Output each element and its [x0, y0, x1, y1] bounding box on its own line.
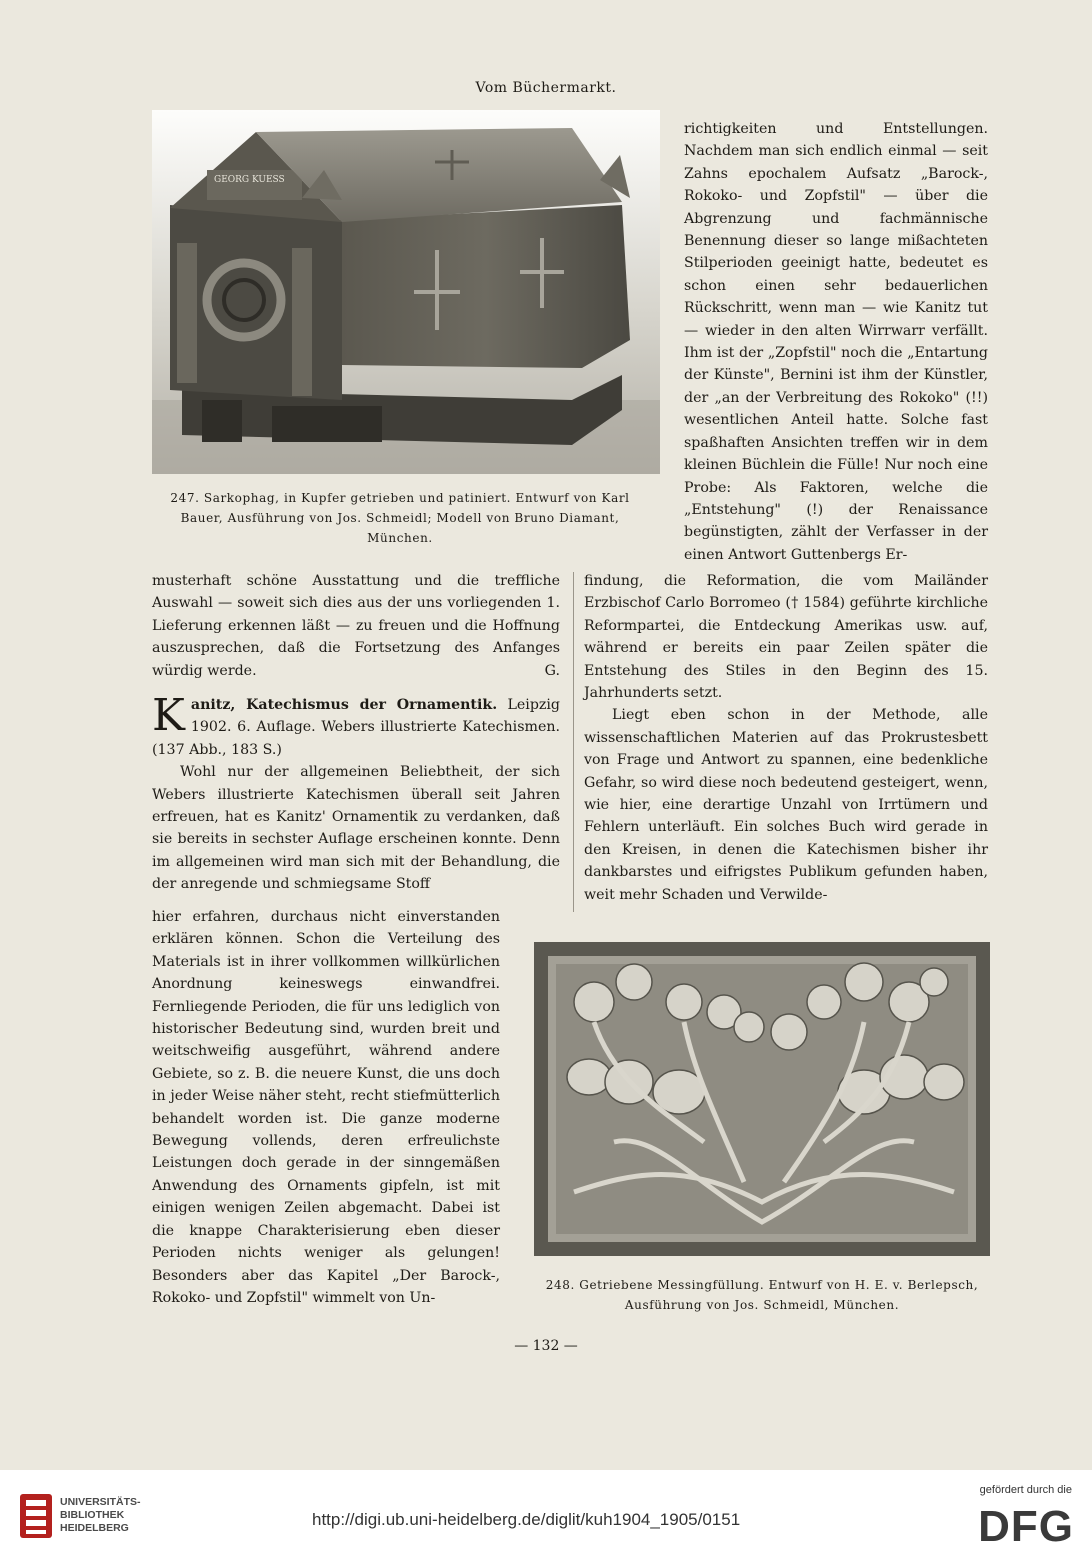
figure-247-caption-line: Bauer, Ausführung von Jos. Schmeidl; Modell von Bruno Diamant,: [180, 511, 620, 525]
right-top-column: [684, 118, 988, 566]
footer-bar: [0, 1470, 1092, 1568]
library-name-line: HEIDELBERG: [60, 1522, 129, 1534]
figure-247-caption-line: München.: [367, 531, 433, 545]
page-number: — 132 —: [514, 1338, 578, 1354]
figure-248-caption-line: 248. Getriebene Messingfüllung. Entwurf von H. E. v. Berlepsch,: [545, 1278, 979, 1292]
dfg-logo: DFG: [978, 1502, 1074, 1551]
book-details: Leipzig 1902. 6. Auflage. Webers illustrierte Katechismen. (137 Abb., 183 S.): [152, 697, 561, 758]
figure-247-caption: [138, 488, 662, 548]
review-end-text: musterhaft schöne Ausstattung und die treffliche Auswahl — soweit sich dies aus der uns vorliegenden 1. Lieferung erkennen läßt — zu freuen und die Hoffnung auszusprechen, daß die Fortsetzung des Anfanges würdig werde.: [152, 573, 560, 679]
brass-panel-photo: [534, 942, 990, 1256]
review-paragraph: Wohl nur der allgemeinen Beliebtheit, der sich Webers illustrierte Katechismen überall seit Jahren erfreuen, hat es Kanitz' Ornamentik zu verdanken, daß sie bereits in sechster Auflage erscheinen konnte. Denn im allgemeinen wird man sich mit der Behandlung, die der anregende und schmiegsame Stoff: [152, 764, 560, 893]
book-title: anitz, Katechismus der Ornamentik.: [190, 697, 498, 714]
permalink-url[interactable]: http://digi.ub.uni-heidelberg.de/diglit/kuh1904_1905/0151: [312, 1510, 741, 1529]
left-narrow-paragraph: hier erfahren, durchaus nicht einverstanden erklären können. Schon die Verteilung des Materials ist in ihrer vollkommen willkürlichen Anordnung keineswegs einwandfrei. Fernliegende Perioden, die für uns lediglich von historischer Bedeutung sind, wurden breit und weitschweifig ausgeführt, während andere Gebiete, so z. B. die neuere Kunst, die uns doch in jeder Weise näher steht, recht stiefmütterlich behandelt worden ist. Die ganze moderne Bewegung vollends, deren erfreulichste Leistungen doch gerade in der sinngemäßen Anwendung des Ornaments gipfeln, ist mit einigen wenigen Zeilen abgemacht. Dabei ist die knappe Charakterisierung eben dieser Perioden nichts weniger als gelungen! Besonders aber das Kapitel „Der Barock-, Rokoko- und Zopfstil" wimmelt von Un-: [152, 909, 500, 1306]
right-column: [584, 570, 988, 906]
figure-247-caption-line: 247. Sarkophag, in Kupfer getrieben und patiniert. Entwurf von Karl: [170, 491, 630, 505]
review-end-paragraph: [152, 570, 560, 682]
figure-248-caption-line: Ausführung von Jos. Schmeidl, München.: [624, 1298, 900, 1312]
funding-note: gefördert durch die: [979, 1484, 1072, 1496]
right-paragraph-1: findung, die Reformation, die vom Mailänder Erzbischof Carlo Borromeo († 1584) geführte kirchliche Reformpartei, die Entdeckung Amerikas usw. auf, während er bereits ein paar Zeilen später die Entstehung des Stiles in den Beginn des 15. Jahrhunderts setzt.: [584, 573, 988, 702]
library-name-line: BIBLIOTHEK: [60, 1509, 125, 1521]
right-paragraph-2: Liegt eben schon in der Methode, alle wissenschaftlichen Materien auf das Prokrustesbett von Frage und Antwort zu spannen, eine bedenkliche Gefahr, so wird diese noch bedeutend gesteigert, wenn, wie hier, eine derartige Unzahl von Irrtümern und Fehlern unterläuft. Ein solches Buch wird gerade in den Kreisen, in denen die Katechismen bisher ihr dankbarstes und eifrigstes Publikum gefunden haben, weit mehr Schaden und Verwilde-: [584, 707, 988, 903]
left-column: [152, 570, 560, 896]
library-name-line: UNIVERSITÄTS-: [60, 1496, 141, 1508]
library-name: [60, 1496, 141, 1535]
left-narrow-column: [152, 906, 500, 1309]
book-entry: [152, 690, 561, 761]
dropcap: K: [152, 690, 185, 742]
review-signature: G.: [544, 662, 560, 679]
inscription-text: GEORG KUESS: [214, 175, 285, 185]
university-seal-icon: [18, 1492, 54, 1540]
sarcophagus-photo: [152, 110, 660, 474]
figure-248-caption: [526, 1275, 998, 1315]
running-head: Vom Büchermarkt.: [475, 80, 617, 96]
column-rule: [573, 572, 574, 912]
right-top-paragraph: richtigkeiten und Entstellungen. Nachdem man sich endlich einmal — seit Zahns epochalem Aufsatz „Barock-, Rokoko- und Zopfstil" — über die Abgrenzung und fachmännische Benennung dieser so lange mißachteten Stilperioden geeinigt hatte, bedeutet es schon einen sehr bedauerlichen Rückschritt, wenn man — wie Kanitz tut — wieder in den alten Wirrwarr verfällt. Ihm ist der „Zopfstil" noch die „Entartung der Künste", Bernini ist ihm der Künstler, der „an der Verbreitung des Rokoko" (!!) wesentlichen Anteil hatte. Solche fast spaßhaften Ansichten treffen wir in dem kleinen Büchlein die Fülle! Nur noch eine Probe: Als Faktoren, welche die „Entstehung" (!) der Renaissance begünstigten, zählt der Verfasser in der einen Antwort Guttenbergs Er-: [684, 121, 988, 563]
